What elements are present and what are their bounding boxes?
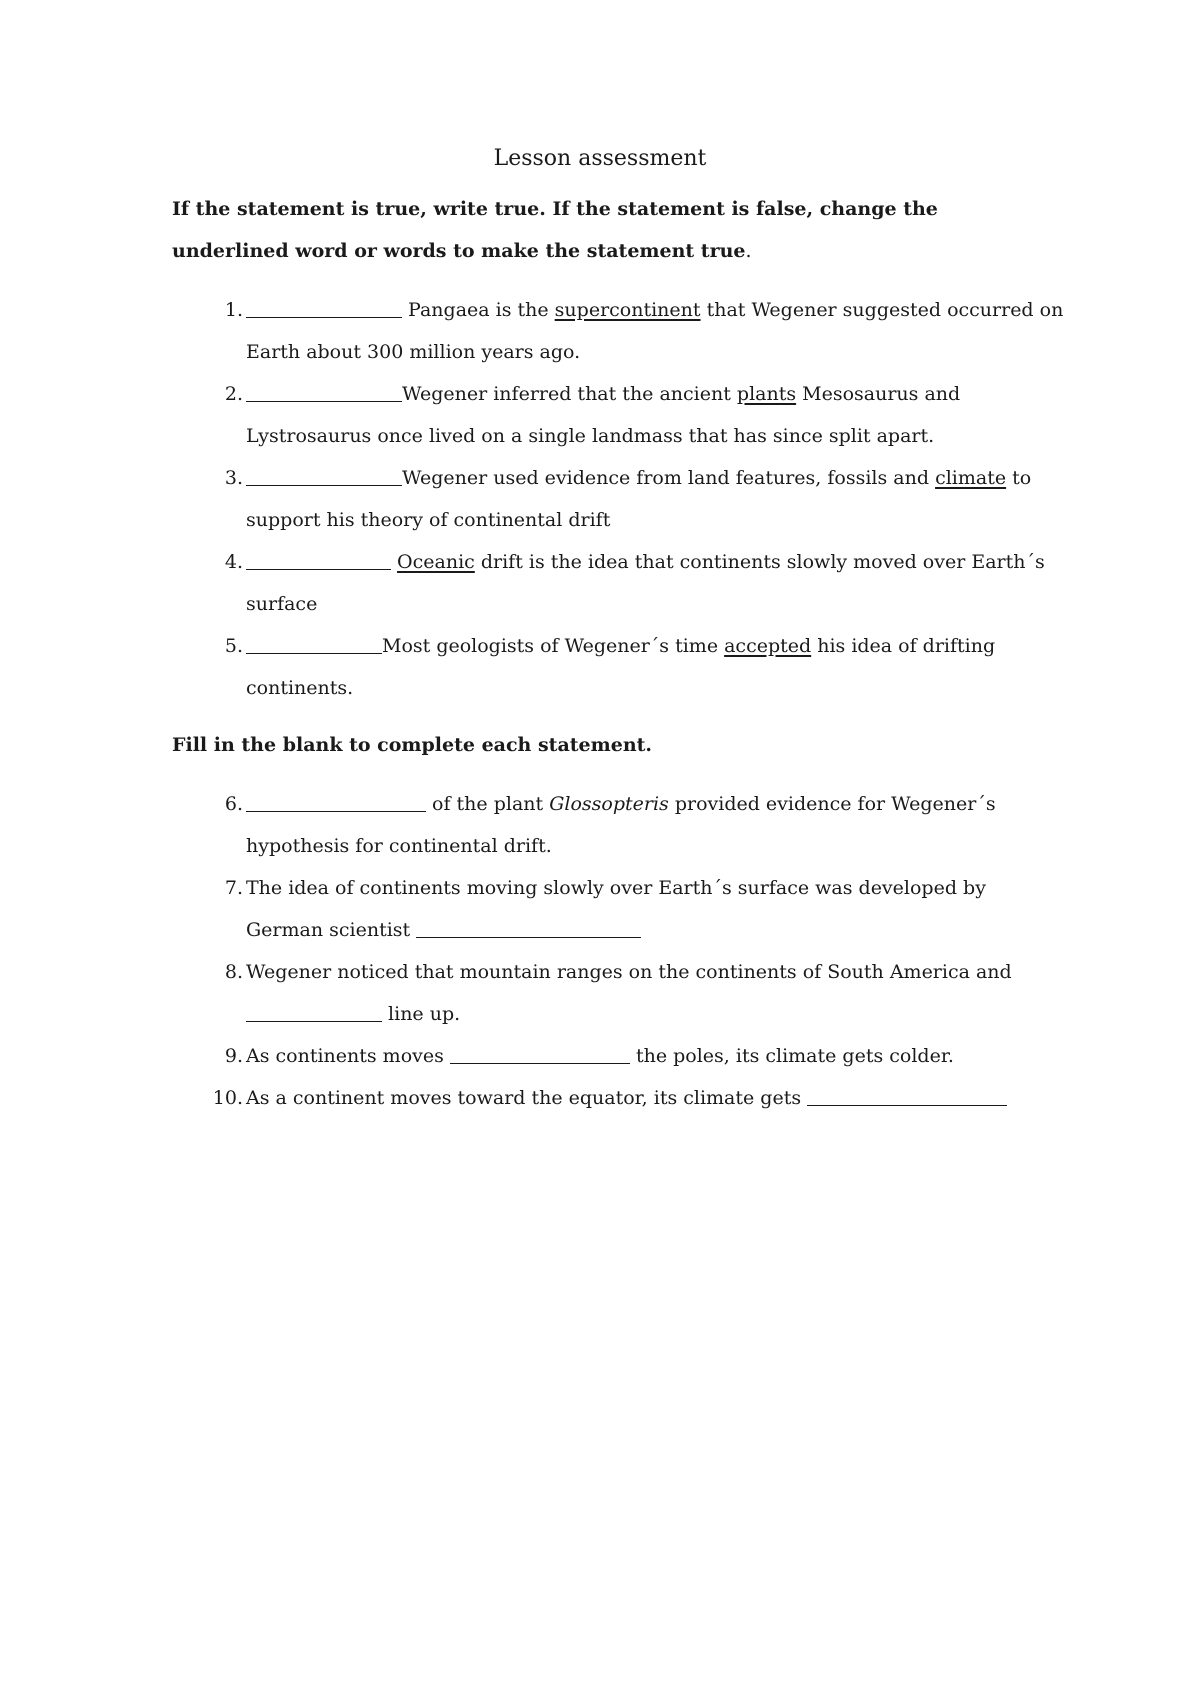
underlined-term: accepted — [724, 635, 812, 657]
italic-term: Glossopteris — [549, 793, 669, 815]
question-text: Wegener noticed that mountain ranges on the continents of South America and line up. — [246, 961, 1012, 1025]
question-item — [207, 1035, 1067, 1077]
question-item — [207, 625, 1067, 709]
question-number: 1. — [224, 299, 243, 321]
question-item — [207, 457, 1067, 541]
question-item — [207, 289, 1067, 373]
question-text: of the plant Glossopteris provided evidence for Wegener´s hypothesis for continental drift. — [246, 783, 1067, 867]
question-text: Wegener inferred that the ancient plants Mesosaurus and Lystrosaurus once lived on a single landmass that has since split apart. — [246, 373, 1067, 457]
question-text: As a continent moves toward the equator, its climate gets — [246, 1077, 1067, 1119]
question-item — [207, 783, 1067, 867]
question-item — [207, 1077, 1067, 1119]
answer-blank[interactable] — [246, 545, 391, 570]
question-item — [207, 867, 1067, 951]
question-number: 6. — [224, 793, 243, 815]
answer-blank[interactable] — [246, 293, 402, 318]
question-number: 5. — [224, 635, 243, 657]
page-title: Lesson assessment — [493, 146, 707, 171]
question-number: 4. — [224, 551, 243, 573]
answer-blank[interactable] — [246, 629, 382, 654]
question-number: 10. — [212, 1087, 243, 1109]
question-text: As continents moves the poles, its climate gets colder. — [246, 1035, 1067, 1077]
question-item — [207, 541, 1067, 625]
underlined-term: supercontinent — [554, 299, 701, 321]
question-item — [207, 373, 1067, 457]
underlined-term: climate — [935, 467, 1007, 489]
question-number: 9. — [224, 1045, 243, 1067]
question-number: 7. — [224, 877, 243, 899]
answer-blank[interactable] — [416, 913, 641, 938]
answer-blank[interactable] — [246, 377, 402, 402]
section1-instructions-tail: . — [745, 240, 752, 262]
section1-instructions — [172, 188, 1052, 272]
section1-instructions-text: If the statement is true, write true. If the statement is false, change the underlined word or words to make the statement true — [172, 198, 938, 262]
question-number: 3. — [224, 467, 243, 489]
question-number: 2. — [224, 383, 243, 405]
question-number: 8. — [224, 961, 243, 983]
answer-blank[interactable] — [807, 1081, 1007, 1106]
underlined-term: Oceanic — [397, 551, 475, 573]
question-text: Wegener used evidence from land features, fossils and climate to support his theory of continental drift — [246, 457, 1067, 541]
answer-blank[interactable] — [450, 1039, 630, 1064]
answer-blank[interactable] — [246, 997, 382, 1022]
question-text: Oceanic drift is the idea that continents slowly moved over Earth´s surface — [246, 541, 1067, 625]
section2-instructions: Fill in the blank to complete each statement. — [172, 734, 653, 756]
question-item — [207, 951, 1067, 1035]
answer-blank[interactable] — [246, 461, 402, 486]
question-text: Pangaea is the supercontinent that Wegener suggested occurred on Earth about 300 million years ago. — [246, 289, 1067, 373]
answer-blank[interactable] — [246, 787, 426, 812]
underlined-term: plants — [736, 383, 797, 405]
question-text: Most geologists of Wegener´s time accepted his idea of drifting continents. — [246, 625, 1067, 709]
question-text: The idea of continents moving slowly over Earth´s surface was developed by German scientist — [246, 877, 986, 941]
